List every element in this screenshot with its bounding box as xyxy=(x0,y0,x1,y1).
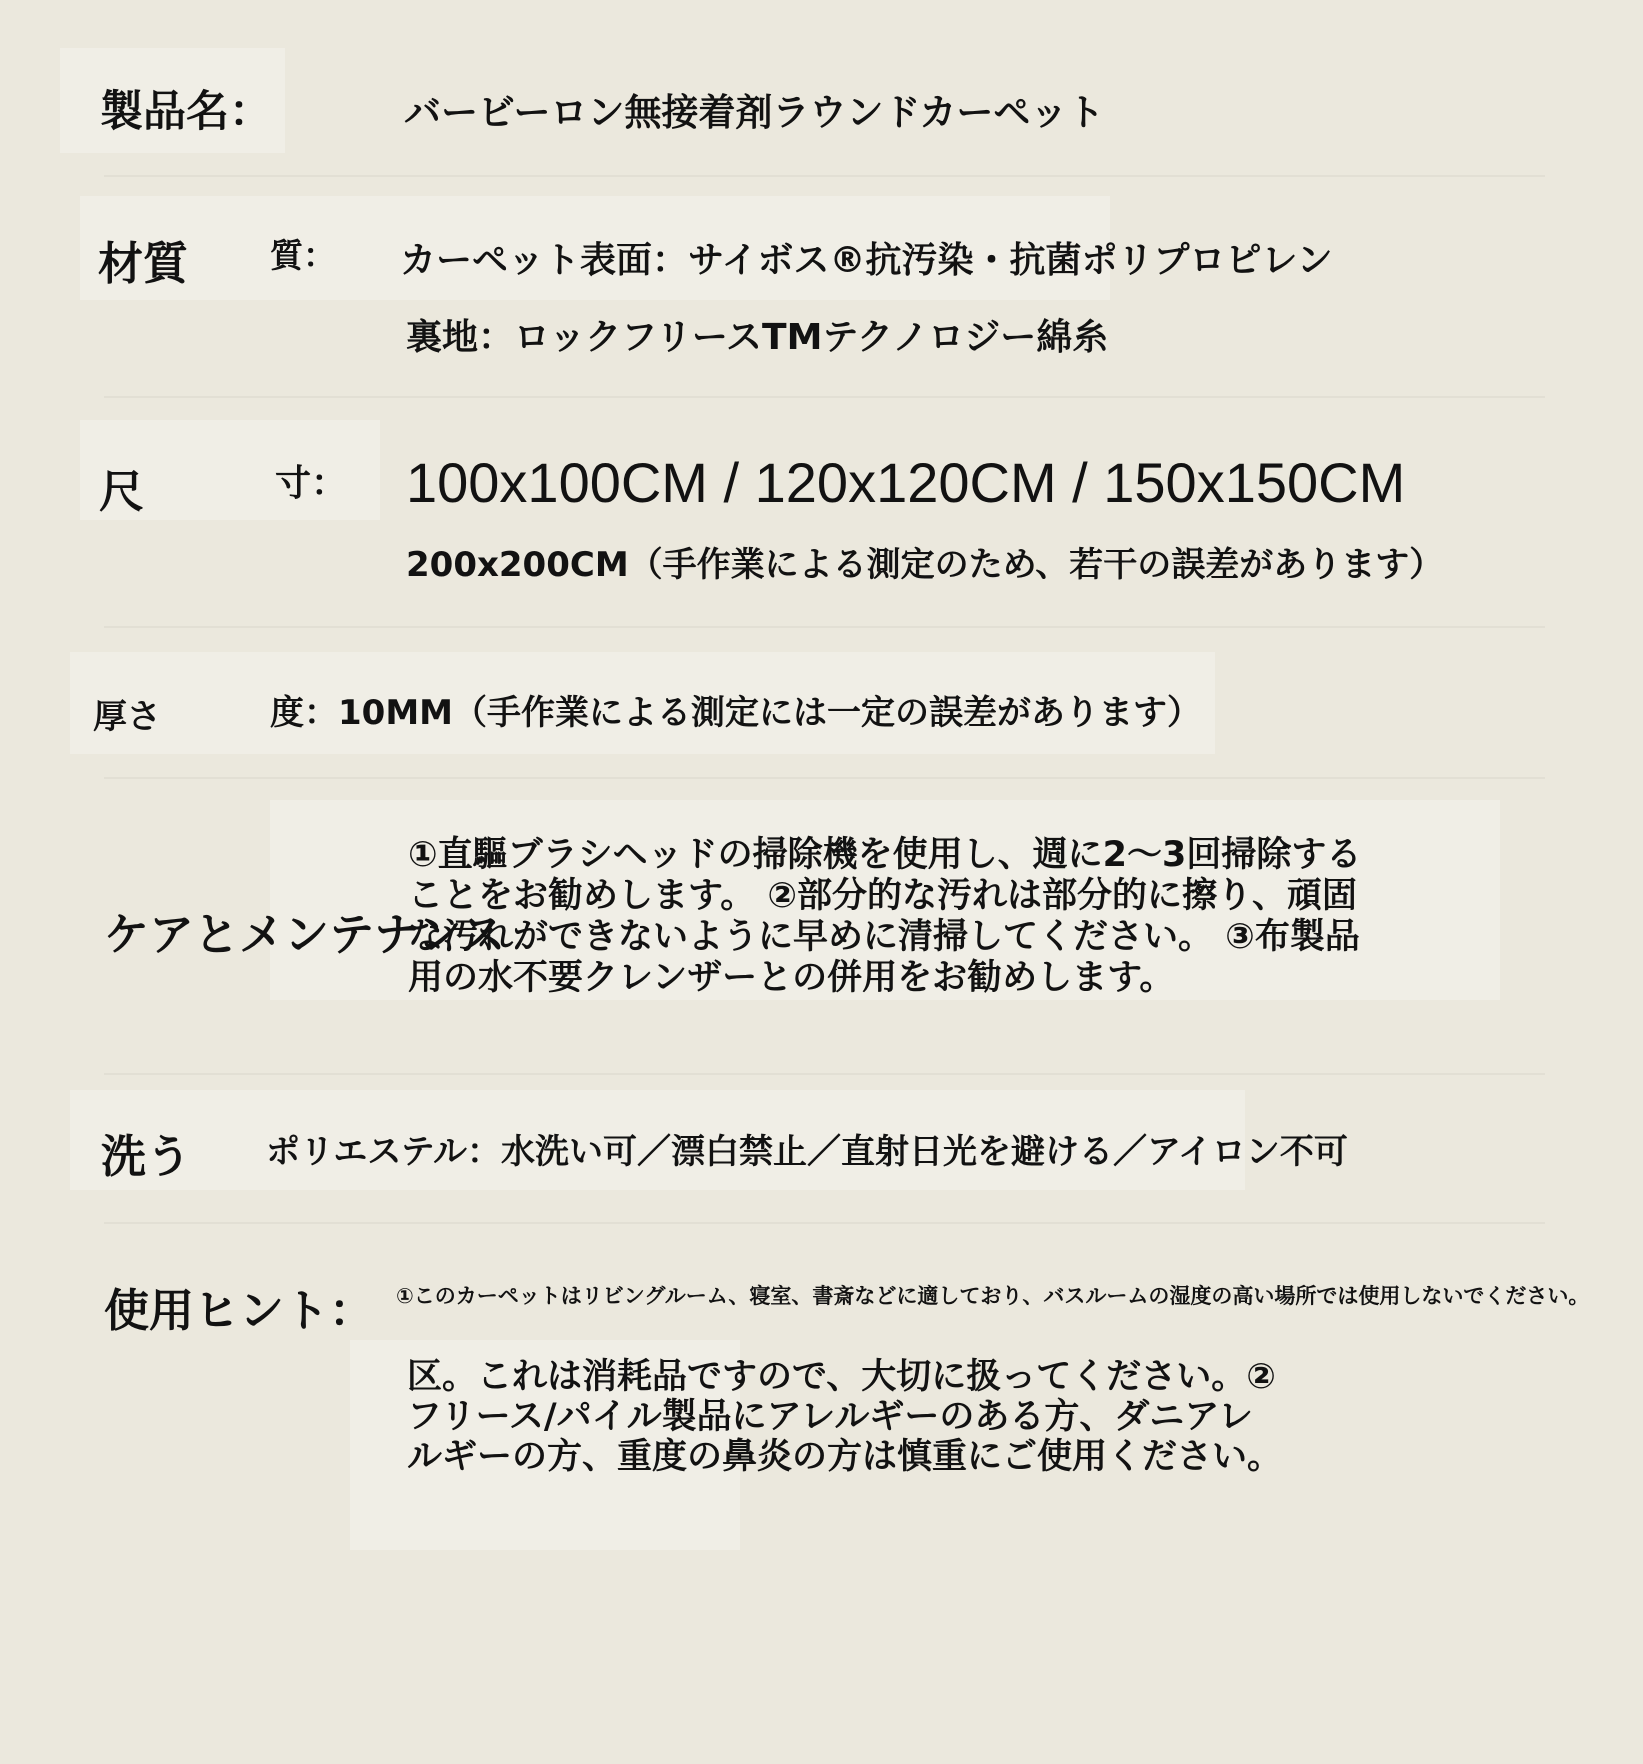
product-name-value: バービーロン無接着剤ラウンドカーペット xyxy=(404,91,1105,134)
section-divider xyxy=(104,1073,1545,1075)
wash-label: 洗う xyxy=(101,1130,192,1183)
section-divider xyxy=(104,777,1545,779)
section-divider xyxy=(104,626,1545,628)
section-divider xyxy=(104,175,1545,177)
material-label-suffix: 質： xyxy=(270,236,336,275)
care-text: ①直驅ブラシヘッドの掃除機を使用し、週に2～3回掃除することをお勧めします。 ②部分的な汚れは部分的に擦り、頑固な汚れができないように早めに清掃してください。 ③布製品用の水不要クレンザーとの併用をお勧めします。 xyxy=(408,835,1362,998)
section-divider xyxy=(104,396,1545,398)
care-label: ケアとメンテナンス xyxy=(104,908,506,961)
size-label: 尺 xyxy=(99,465,145,518)
material-surface-text: カーペット表面：サイボス®抗汚染・抗菌ポリプロピレン xyxy=(400,240,1333,281)
size-label-suffix: 寸： xyxy=(275,463,348,504)
material-backing-text: 裏地：ロックフリースTMテクノロジー綿糸 xyxy=(406,317,1109,358)
tips-first-note: ①このカーペットはリビングルーム、寝室、書斎などに適しており、バスルームの湿度の高い場所では使用しないでください。 xyxy=(396,1284,1590,1308)
material-label: 材質 xyxy=(98,237,189,290)
wash-value: ポリエステル：水洗い可／漂白禁止／直射日光を避ける／アイロン不可 xyxy=(266,1132,1348,1172)
section-divider xyxy=(104,1222,1545,1224)
tips-label: 使用ヒント： xyxy=(104,1284,375,1337)
size-note-text: 200x200CM（手作業による測定のため、若干の誤差があります） xyxy=(406,545,1444,585)
size-options-text: 100x100CM / 120x120CM / 150x150CM xyxy=(406,451,1406,514)
thickness-value: 度：10MM（手作業による測定には一定の誤差があります） xyxy=(270,693,1201,733)
product-name-label: 製品名： xyxy=(100,87,272,137)
thickness-label: 厚さ xyxy=(93,697,161,737)
tips-text: 区。これは消耗品ですので、大切に扱ってください。②フリース/パイル製品にアレルギーのある方、ダニアレルギーの方、重度の鼻炎の方は慎重にご使用ください。 xyxy=(407,1357,1283,1477)
